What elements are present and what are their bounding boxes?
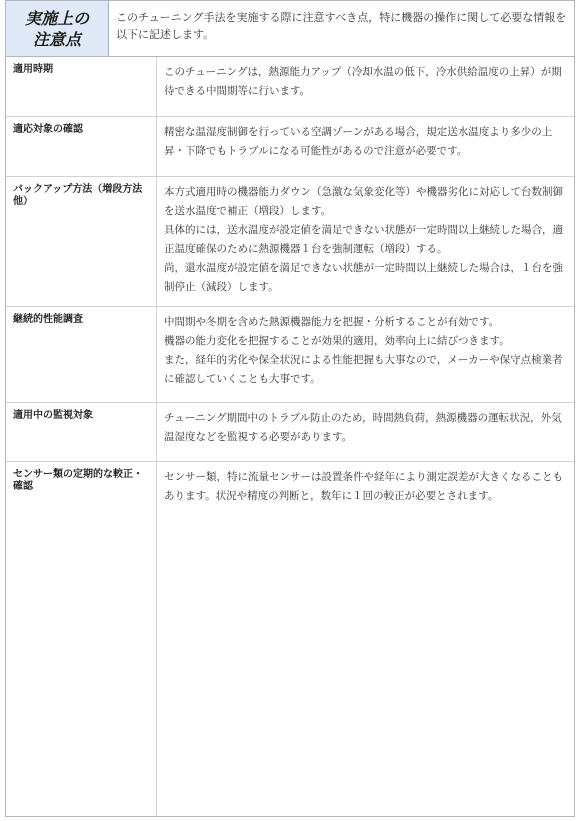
- row-label: 継続的性能調査: [13, 314, 83, 325]
- row-content: [156, 57, 575, 116]
- title-line-1: 実施上の: [24, 8, 89, 28]
- row-content: [156, 307, 575, 402]
- row-application-period: [6, 57, 574, 117]
- paragraph: チューニング期間中のトラブル防止のため，時間熱負荷，熱源機器の運転状況，外気温湿度などを監視する必要があります。: [164, 412, 562, 443]
- paragraph: 具体的には，送水温度が設定値を満足できない状態が一定時間以上継続した場合，適正温度確保のために熱源機器１台を強制運転（増段）する。: [164, 224, 563, 255]
- paragraph: 機器の能力変化を把握することが効果的適用，効率向上に結びつきます。: [164, 335, 510, 347]
- paragraph: センサー類，特に流量センサーは設置条件や経年により測定誤差が大きくなることもあります。状況や精度の判断と，数年に１回の較正が必要とされます。: [164, 471, 563, 502]
- row-content: [156, 117, 575, 176]
- paragraph: 尚，還水温度が設定値を満足できない状態が一定時間以上継続した場合は，１台を強制停止（減段）します。: [164, 262, 563, 293]
- row-label: センサー類の定期的な較正・確認: [13, 469, 143, 492]
- row-label: 適用時期: [13, 64, 53, 75]
- intro-text: このチューニング手法を実施する際に注意すべき点，特に機器の操作に関して必要な情報を以下に記述します。: [116, 11, 567, 41]
- section-title: [6, 1, 109, 56]
- paragraph: 精密な温湿度制御を行っている空調ゾーンがある場合，規定送水温度より多少の上昇・下降でもトラブルになる可能性があるので注意が必要です。: [164, 126, 553, 157]
- row-content: [156, 462, 575, 816]
- paragraph: また，経年的劣化や保全状況による性能把握も大事なので，メーカーや保守点検業者に確認していくことも大事です。: [164, 354, 563, 385]
- row-sensor-calibration: [6, 462, 574, 816]
- row-backup-method: [6, 177, 574, 307]
- paragraph: 本方式適用時の機器能力ダウン（急激な気象変化等）や機器劣化に対応して台数制御を送水温度で補正（増段）します。: [164, 186, 563, 217]
- paragraph: このチューニングは，熱源能力アップ（冷却水温の低下，冷水供給温度の上昇）が期待できる中間期等に行います。: [164, 66, 562, 97]
- row-content: [156, 403, 575, 461]
- header: [6, 1, 574, 57]
- row-target-check: [6, 117, 574, 177]
- row-label: 適用中の監視対象: [13, 410, 93, 421]
- notes-sheet: [5, 0, 575, 817]
- row-label: 適応対象の確認: [13, 124, 83, 135]
- row-content: [156, 177, 575, 306]
- title-line-2: 注意点: [32, 29, 81, 49]
- row-continuous-survey: [6, 307, 574, 403]
- row-label: バックアップ方法（増段方法他）: [13, 184, 143, 207]
- paragraph: 中間期や冬期を含めた熱源機器能力を把握・分析することが有効です。: [164, 316, 500, 328]
- row-monitoring-targets: [6, 403, 574, 462]
